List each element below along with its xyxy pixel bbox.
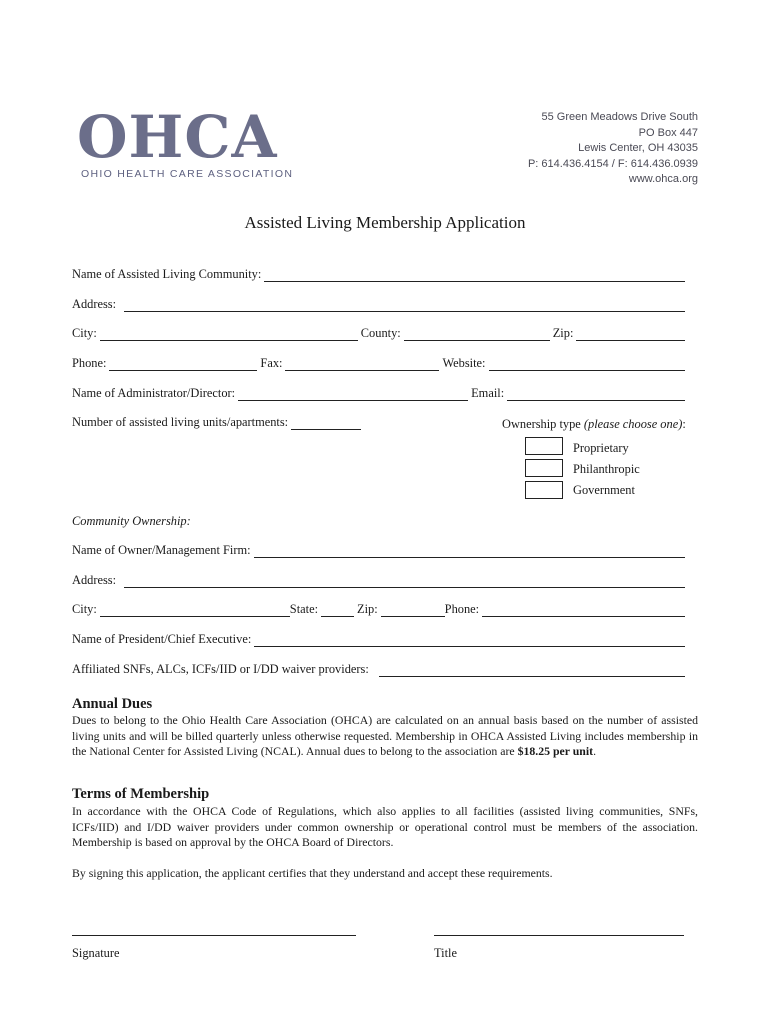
philanthropic-label: Philanthropic — [573, 462, 640, 476]
annual-dues-amount: $18.25 per unit — [517, 744, 594, 758]
terms-text: In accordance with the OHCA Code of Regulations, which also applies to all facilities (assisted living communities, SNFs, ICFs/IID) and I/DD waiver providers under common ownership or operational control must be members of the association. Membership is based on approval by the OHCA Board of Directors. — [72, 804, 698, 849]
signature-label: Signature — [72, 946, 120, 960]
owner-firm-row — [72, 543, 688, 558]
county-label: County: — [360, 326, 401, 340]
proprietary-label: Proprietary — [573, 441, 629, 455]
website-label: Website: — [442, 356, 486, 370]
city-county-zip-row — [72, 326, 688, 341]
affiliated-row — [72, 662, 688, 677]
units-field[interactable] — [291, 419, 361, 430]
community-name-label: Name of Assisted Living Community: — [72, 267, 262, 281]
annual-dues-text — [72, 713, 698, 760]
city-label: City: — [72, 326, 97, 340]
zip-label: Zip: — [552, 326, 574, 340]
owner-address-field[interactable] — [124, 577, 685, 588]
address-line-street: 55 Green Meadows Drive South — [541, 111, 698, 123]
owner-phone-field[interactable] — [482, 606, 685, 617]
address-line-phone: P: 614.436.4154 / F: 614.436.0939 — [527, 157, 698, 170]
website-field[interactable] — [489, 360, 686, 371]
ownership-type-colon: : — [682, 417, 686, 431]
address-line-city: Lewis Center, OH 43035 — [578, 142, 698, 154]
owner-phone-label: Phone: — [444, 602, 480, 616]
phone-label: Phone: — [72, 356, 107, 370]
email-field[interactable] — [507, 390, 685, 401]
annual-dues-body: Dues to belong to the Ohio Health Care Association (OHCA) are calculated on an annual basis based on the number of assisted living units and will be billed quarterly unless otherwise requested. Membership in OHCA Assisted Living includes membership in the National Center for Assisted Living (NCAL). Annual dues to belong to the association are — [72, 713, 698, 758]
terms-section — [72, 786, 209, 803]
government-label: Government — [573, 483, 635, 497]
owner-city-label: City: — [72, 602, 97, 616]
president-label: Name of President/Chief Executive: — [72, 632, 252, 646]
owner-state-label: State: — [289, 602, 319, 616]
annual-dues-section — [72, 696, 152, 713]
owner-zip-field[interactable] — [381, 606, 445, 617]
community-name-field[interactable] — [264, 271, 685, 282]
administrator-label: Name of Administrator/Director: — [72, 386, 236, 400]
ownership-type-hint: (please choose one) — [583, 417, 683, 431]
zip-field[interactable] — [576, 330, 685, 341]
fax-field[interactable] — [285, 360, 439, 371]
address-line-website: www.ohca.org — [628, 173, 698, 185]
ohca-logo — [77, 103, 294, 180]
proprietary-checkbox[interactable] — [525, 437, 563, 455]
owner-city-field[interactable] — [100, 606, 290, 617]
owner-address-label: Address: — [72, 573, 117, 587]
city-field[interactable] — [100, 330, 358, 341]
owner-state-field[interactable] — [321, 606, 354, 617]
phone-field[interactable] — [109, 360, 257, 371]
government-checkbox[interactable] — [525, 481, 563, 499]
certify-text: By signing this application, the applicant certifies that they understand and accept these requirements. — [72, 866, 553, 880]
annual-dues-heading: Annual Dues — [72, 696, 153, 712]
phone-fax-website-row — [72, 356, 688, 371]
community-ownership-heading: Community Ownership: — [72, 514, 191, 528]
community-name-row — [72, 267, 688, 282]
units-row — [72, 415, 364, 430]
logo-subtitle: OHIO HEALTH CARE ASSOCIATION — [81, 168, 294, 180]
philanthropic-checkbox[interactable] — [525, 459, 563, 477]
owner-firm-field[interactable] — [254, 547, 685, 558]
address-label: Address: — [72, 297, 117, 311]
owner-firm-label: Name of Owner/Management Firm: — [72, 543, 251, 557]
ownership-type-label: Ownership type — [502, 417, 581, 431]
address-line-pobox: PO Box 447 — [638, 126, 698, 139]
signature-line[interactable] — [72, 935, 356, 936]
annual-dues-end: . — [593, 744, 597, 758]
ownership-type-heading — [502, 417, 686, 432]
contact-address — [528, 110, 698, 188]
email-label: Email: — [471, 386, 505, 400]
owner-zip-label: Zip: — [357, 602, 378, 616]
units-label: Number of assisted living units/apartments: — [72, 415, 289, 429]
address-row — [72, 297, 688, 312]
affiliated-field[interactable] — [379, 666, 685, 677]
owner-city-row — [72, 602, 688, 617]
fax-label: Fax: — [260, 356, 283, 370]
county-field[interactable] — [404, 330, 550, 341]
logo-text: OHCA — [77, 103, 278, 171]
president-row — [72, 632, 688, 647]
administrator-field[interactable] — [238, 390, 468, 401]
title-label: Title — [434, 946, 457, 960]
affiliated-label: Affiliated SNFs, ALCs, ICFs/IID or I/DD waiver providers: — [72, 662, 369, 676]
administrator-email-row — [72, 386, 688, 401]
page-title: Assisted Living Membership Application — [244, 213, 526, 232]
terms-heading: Terms of Membership — [72, 786, 210, 802]
title-line[interactable] — [434, 935, 684, 936]
president-field[interactable] — [254, 636, 685, 647]
owner-address-row — [72, 573, 688, 588]
address-field[interactable] — [124, 301, 685, 312]
